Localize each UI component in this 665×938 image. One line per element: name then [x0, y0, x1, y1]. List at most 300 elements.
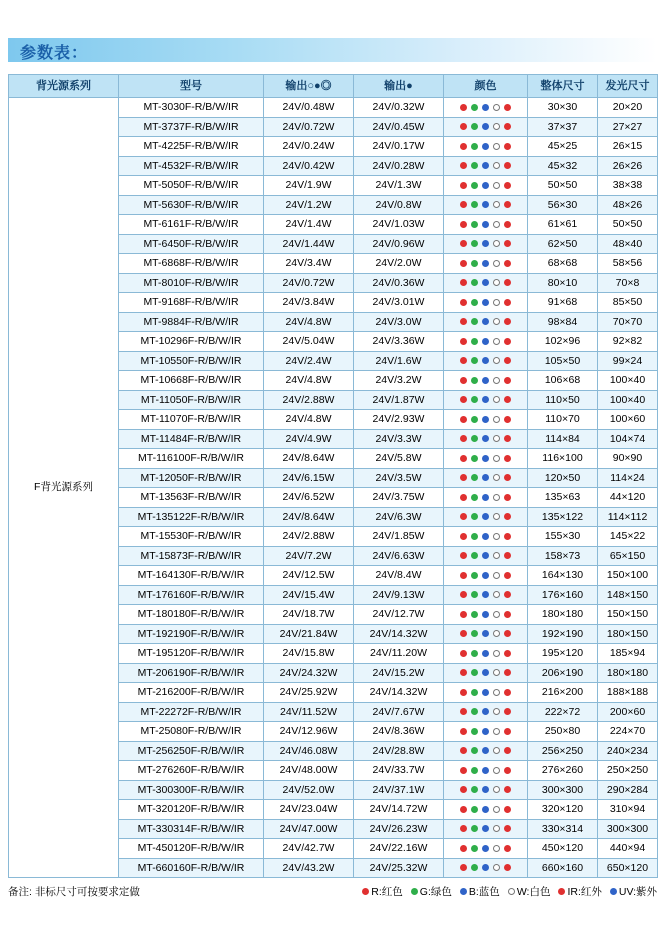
color-dot-white-icon	[493, 416, 500, 423]
cell-model: MT-6161F-R/B/W/IR	[119, 215, 264, 235]
cell-emitting-size: 99×24	[598, 351, 658, 371]
cell-color-dots	[444, 663, 528, 683]
cell-color-dots	[444, 332, 528, 352]
color-dot-green-icon	[471, 747, 478, 754]
color-dot-white-icon	[493, 299, 500, 306]
cell-model: MT-11070F-R/B/W/IR	[119, 410, 264, 430]
color-dot-group	[444, 547, 527, 566]
color-dot-blue-icon	[482, 552, 489, 559]
color-dot-red-icon	[460, 104, 467, 111]
color-dot-red-icon	[460, 182, 467, 189]
color-dot-blue-icon	[482, 338, 489, 345]
color-dot-blue-icon	[482, 611, 489, 618]
cell-model: MT-25080F-R/B/W/IR	[119, 722, 264, 742]
cell-model: MT-15530F-R/B/W/IR	[119, 527, 264, 547]
cell-output-2: 24V/0.96W	[354, 234, 444, 254]
color-dot-red-icon	[460, 806, 467, 813]
cell-color-dots	[444, 117, 528, 137]
cell-overall-size: 158×73	[528, 546, 598, 566]
legend-item	[558, 884, 601, 899]
cell-model: MT-164130F-R/B/W/IR	[119, 566, 264, 586]
color-dot-red-icon	[504, 143, 511, 150]
cell-model: MT-116100F-R/B/W/IR	[119, 449, 264, 469]
cell-emitting-size: 148×150	[598, 585, 658, 605]
color-dot-green-icon	[471, 201, 478, 208]
cell-overall-size: 105×50	[528, 351, 598, 371]
cell-output-1: 24V/25.92W	[264, 683, 354, 703]
color-dot-red-icon	[504, 806, 511, 813]
color-dot-white-icon	[493, 611, 500, 618]
color-dot-blue-icon	[482, 845, 489, 852]
cell-model: MT-300300F-R/B/W/IR	[119, 780, 264, 800]
color-dot-blue-icon	[482, 221, 489, 228]
cell-overall-size: 192×190	[528, 624, 598, 644]
color-dot-white-icon	[493, 474, 500, 481]
color-dot-green-icon	[471, 728, 478, 735]
color-dot-red-icon	[504, 845, 511, 852]
color-dot-blue-icon	[482, 377, 489, 384]
cell-emitting-size: 27×27	[598, 117, 658, 137]
cell-output-1: 24V/0.72W	[264, 117, 354, 137]
cell-color-dots	[444, 429, 528, 449]
cell-output-1: 24V/1.44W	[264, 234, 354, 254]
cell-output-2: 24V/12.7W	[354, 605, 444, 625]
cell-overall-size: 106×68	[528, 371, 598, 391]
color-dot-white-icon	[493, 338, 500, 345]
color-dot-red-icon	[504, 377, 511, 384]
cell-output-2: 24V/28.8W	[354, 741, 444, 761]
color-dot-red-icon	[460, 767, 467, 774]
color-dot-green-icon	[471, 806, 478, 813]
cell-overall-size: 206×190	[528, 663, 598, 683]
legend-item	[460, 884, 500, 899]
color-dot-blue-icon	[482, 689, 489, 696]
cell-output-1: 24V/47.00W	[264, 819, 354, 839]
color-dot-blue-icon	[482, 240, 489, 247]
color-dot-group	[444, 605, 527, 624]
cell-output-1: 24V/4.8W	[264, 312, 354, 332]
color-dot-red-icon	[460, 318, 467, 325]
color-dot-group	[444, 313, 527, 332]
cell-output-1: 24V/43.2W	[264, 858, 354, 878]
cell-model: MT-9884F-R/B/W/IR	[119, 312, 264, 332]
cell-output-2: 24V/1.87W	[354, 390, 444, 410]
cell-color-dots	[444, 449, 528, 469]
cell-output-2: 24V/7.67W	[354, 702, 444, 722]
color-dot-white-icon	[493, 201, 500, 208]
color-dot-group	[444, 508, 527, 527]
cell-overall-size: 120×50	[528, 468, 598, 488]
cell-output-2: 24V/2.93W	[354, 410, 444, 430]
cell-output-1: 24V/5.04W	[264, 332, 354, 352]
cell-output-1: 24V/8.64W	[264, 507, 354, 527]
cell-overall-size: 176×160	[528, 585, 598, 605]
color-dot-red-icon	[460, 377, 467, 384]
color-dot-red-icon	[460, 435, 467, 442]
cell-output-2: 24V/15.2W	[354, 663, 444, 683]
color-dot-red-icon	[504, 728, 511, 735]
color-dot-red-icon	[504, 708, 511, 715]
cell-output-2: 24V/3.75W	[354, 488, 444, 508]
color-dot-green-icon	[471, 455, 478, 462]
color-dot-green-icon	[471, 572, 478, 579]
cell-emitting-size: 150×150	[598, 605, 658, 625]
cell-model: MT-192190F-R/B/W/IR	[119, 624, 264, 644]
color-dot-red-icon	[460, 786, 467, 793]
cell-color-dots	[444, 156, 528, 176]
cell-output-1: 24V/1.2W	[264, 195, 354, 215]
color-dot-red-icon	[460, 845, 467, 852]
cell-output-2: 24V/1.03W	[354, 215, 444, 235]
color-dot-red-icon	[504, 338, 511, 345]
color-dot-white-icon	[493, 747, 500, 754]
cell-emitting-size: 300×300	[598, 819, 658, 839]
color-dot-group	[444, 566, 527, 585]
color-dot-green-icon	[471, 845, 478, 852]
cell-output-1: 24V/46.08W	[264, 741, 354, 761]
legend-dot-blue-icon	[460, 888, 467, 895]
color-dot-red-icon	[504, 279, 511, 286]
color-dot-blue-icon	[482, 786, 489, 793]
cell-emitting-size: 180×150	[598, 624, 658, 644]
cell-emitting-size: 650×120	[598, 858, 658, 878]
color-dot-group	[444, 859, 527, 878]
color-dot-red-icon	[460, 630, 467, 637]
cell-emitting-size: 48×40	[598, 234, 658, 254]
color-dot-red-icon	[460, 338, 467, 345]
cell-output-2: 24V/1.6W	[354, 351, 444, 371]
legend-label: R:红色	[371, 886, 403, 898]
legend-label: W:白色	[516, 886, 551, 898]
legend-label: B:蓝色	[468, 886, 500, 898]
cell-overall-size: 216×200	[528, 683, 598, 703]
cell-model: MT-176160F-R/B/W/IR	[119, 585, 264, 605]
color-dot-red-icon	[460, 708, 467, 715]
cell-output-2: 24V/5.8W	[354, 449, 444, 469]
legend-dot-white-icon	[508, 888, 515, 895]
cell-emitting-size: 188×188	[598, 683, 658, 703]
color-dot-red-icon	[460, 650, 467, 657]
column-header-overall-size: 整体尺寸	[528, 75, 598, 98]
cell-output-2: 24V/2.0W	[354, 254, 444, 274]
color-dot-blue-icon	[482, 104, 489, 111]
color-dot-group	[444, 469, 527, 488]
cell-model: MT-10668F-R/B/W/IR	[119, 371, 264, 391]
cell-model: MT-6868F-R/B/W/IR	[119, 254, 264, 274]
cell-output-2: 24V/0.32W	[354, 98, 444, 118]
cell-overall-size: 276×260	[528, 761, 598, 781]
cell-emitting-size: 104×74	[598, 429, 658, 449]
cell-color-dots	[444, 390, 528, 410]
cell-emitting-size: 100×60	[598, 410, 658, 430]
cell-emitting-size: 70×8	[598, 273, 658, 293]
legend-label: G:绿色	[419, 886, 452, 898]
color-dot-white-icon	[493, 806, 500, 813]
color-dot-green-icon	[471, 474, 478, 481]
color-dot-white-icon	[493, 767, 500, 774]
color-dot-red-icon	[504, 591, 511, 598]
cell-output-2: 24V/26.23W	[354, 819, 444, 839]
color-dot-group	[444, 683, 527, 702]
color-dot-red-icon	[460, 494, 467, 501]
color-dot-red-icon	[504, 689, 511, 696]
color-dot-blue-icon	[482, 825, 489, 832]
color-dot-blue-icon	[482, 143, 489, 150]
color-dot-red-icon	[460, 396, 467, 403]
color-dot-white-icon	[493, 377, 500, 384]
cell-output-2: 24V/6.3W	[354, 507, 444, 527]
cell-color-dots	[444, 722, 528, 742]
legend-item	[362, 884, 403, 899]
cell-color-dots	[444, 624, 528, 644]
color-dot-blue-icon	[482, 416, 489, 423]
legend-item	[610, 884, 657, 899]
cell-emitting-size: 50×50	[598, 215, 658, 235]
cell-emitting-size: 58×56	[598, 254, 658, 274]
color-dot-green-icon	[471, 279, 478, 286]
cell-output-2: 24V/0.45W	[354, 117, 444, 137]
cell-emitting-size: 44×120	[598, 488, 658, 508]
cell-model: MT-256250F-R/B/W/IR	[119, 741, 264, 761]
color-dot-red-icon	[504, 162, 511, 169]
cell-output-1: 24V/48.00W	[264, 761, 354, 781]
cell-overall-size: 135×63	[528, 488, 598, 508]
cell-color-dots	[444, 527, 528, 547]
cell-overall-size: 450×120	[528, 839, 598, 859]
color-dot-white-icon	[493, 260, 500, 267]
color-dot-blue-icon	[482, 630, 489, 637]
color-dot-red-icon	[504, 552, 511, 559]
color-dot-red-icon	[504, 240, 511, 247]
color-dot-red-icon	[460, 689, 467, 696]
color-dot-red-icon	[504, 455, 511, 462]
color-dot-white-icon	[493, 182, 500, 189]
cell-overall-size: 45×32	[528, 156, 598, 176]
color-dot-group	[444, 781, 527, 800]
cell-overall-size: 330×314	[528, 819, 598, 839]
color-dot-green-icon	[471, 864, 478, 871]
color-dot-green-icon	[471, 435, 478, 442]
color-dot-red-icon	[504, 357, 511, 364]
cell-output-1: 24V/11.52W	[264, 702, 354, 722]
cell-model: MT-180180F-R/B/W/IR	[119, 605, 264, 625]
color-dot-green-icon	[471, 396, 478, 403]
cell-model: MT-3030F-R/B/W/IR	[119, 98, 264, 118]
column-header-output1: 输出○●◎	[264, 75, 354, 98]
cell-output-1: 24V/12.96W	[264, 722, 354, 742]
color-dot-blue-icon	[482, 260, 489, 267]
cell-emitting-size: 180×180	[598, 663, 658, 683]
color-dot-red-icon	[460, 260, 467, 267]
color-dot-blue-icon	[482, 123, 489, 130]
cell-emitting-size: 48×26	[598, 195, 658, 215]
legend-item	[508, 884, 551, 899]
color-dot-group	[444, 625, 527, 644]
color-dot-red-icon	[460, 572, 467, 579]
color-dot-group	[444, 527, 527, 546]
cell-output-1: 24V/0.42W	[264, 156, 354, 176]
color-dot-green-icon	[471, 494, 478, 501]
cell-output-1: 24V/2.4W	[264, 351, 354, 371]
cell-emitting-size: 100×40	[598, 390, 658, 410]
cell-emitting-size: 100×40	[598, 371, 658, 391]
cell-model: MT-15873F-R/B/W/IR	[119, 546, 264, 566]
cell-color-dots	[444, 351, 528, 371]
cell-overall-size: 98×84	[528, 312, 598, 332]
color-dot-white-icon	[493, 845, 500, 852]
color-dot-red-icon	[460, 825, 467, 832]
color-dot-red-icon	[460, 357, 467, 364]
cell-output-2: 24V/14.72W	[354, 800, 444, 820]
title-banner-gradient	[8, 38, 657, 62]
color-dot-red-icon	[504, 416, 511, 423]
legend-label: IR:红外	[567, 886, 602, 898]
color-dot-blue-icon	[482, 669, 489, 676]
color-dot-group	[444, 371, 527, 390]
cell-output-2: 24V/8.36W	[354, 722, 444, 742]
cell-color-dots	[444, 195, 528, 215]
footer	[8, 884, 657, 900]
color-dot-blue-icon	[482, 728, 489, 735]
color-dot-blue-icon	[482, 864, 489, 871]
cell-emitting-size: 310×94	[598, 800, 658, 820]
color-dot-green-icon	[471, 299, 478, 306]
cell-model: MT-216200F-R/B/W/IR	[119, 683, 264, 703]
cell-overall-size: 62×50	[528, 234, 598, 254]
color-dot-red-icon	[504, 669, 511, 676]
cell-output-2: 24V/9.13W	[354, 585, 444, 605]
color-dot-green-icon	[471, 416, 478, 423]
cell-output-2: 24V/22.16W	[354, 839, 444, 859]
cell-emitting-size: 200×60	[598, 702, 658, 722]
cell-model: MT-4225F-R/B/W/IR	[119, 137, 264, 157]
color-dot-group	[444, 196, 527, 215]
color-dot-white-icon	[493, 669, 500, 676]
cell-model: MT-195120F-R/B/W/IR	[119, 644, 264, 664]
cell-color-dots	[444, 702, 528, 722]
cell-color-dots	[444, 293, 528, 313]
color-dot-group	[444, 332, 527, 351]
cell-model: MT-22272F-R/B/W/IR	[119, 702, 264, 722]
cell-model: MT-12050F-R/B/W/IR	[119, 468, 264, 488]
color-dot-red-icon	[504, 474, 511, 481]
cell-color-dots	[444, 468, 528, 488]
color-dot-white-icon	[493, 552, 500, 559]
cell-output-1: 24V/0.24W	[264, 137, 354, 157]
cell-model: MT-10296F-R/B/W/IR	[119, 332, 264, 352]
color-dot-group	[444, 215, 527, 234]
column-header-output2: 输出●	[354, 75, 444, 98]
color-dot-white-icon	[493, 494, 500, 501]
color-dot-group	[444, 157, 527, 176]
color-dot-red-icon	[460, 143, 467, 150]
color-dot-group	[444, 410, 527, 429]
cell-overall-size: 180×180	[528, 605, 598, 625]
cell-overall-size: 155×30	[528, 527, 598, 547]
color-dot-white-icon	[493, 357, 500, 364]
color-dot-blue-icon	[482, 513, 489, 520]
color-dot-red-icon	[504, 825, 511, 832]
color-dot-red-icon	[504, 533, 511, 540]
color-dot-white-icon	[493, 786, 500, 793]
cell-overall-size: 110×70	[528, 410, 598, 430]
color-dot-red-icon	[460, 533, 467, 540]
color-dot-white-icon	[493, 221, 500, 228]
color-dot-green-icon	[471, 357, 478, 364]
color-dot-white-icon	[493, 728, 500, 735]
color-dot-white-icon	[493, 864, 500, 871]
cell-overall-size: 80×10	[528, 273, 598, 293]
color-dot-white-icon	[493, 318, 500, 325]
color-dot-green-icon	[471, 786, 478, 793]
cell-model: MT-330314F-R/B/W/IR	[119, 819, 264, 839]
color-dot-red-icon	[504, 650, 511, 657]
cell-emitting-size: 38×38	[598, 176, 658, 196]
cell-color-dots	[444, 585, 528, 605]
color-dot-red-icon	[504, 318, 511, 325]
cell-emitting-size: 20×20	[598, 98, 658, 118]
table-body	[9, 98, 658, 878]
color-dot-blue-icon	[482, 279, 489, 286]
color-dot-green-icon	[471, 650, 478, 657]
color-dot-group	[444, 391, 527, 410]
cell-output-2: 24V/14.32W	[354, 624, 444, 644]
cell-output-1: 24V/0.72W	[264, 273, 354, 293]
cell-color-dots	[444, 137, 528, 157]
cell-overall-size: 195×120	[528, 644, 598, 664]
cell-output-1: 24V/2.88W	[264, 527, 354, 547]
cell-overall-size: 110×50	[528, 390, 598, 410]
cell-overall-size: 68×68	[528, 254, 598, 274]
cell-output-2: 24V/3.2W	[354, 371, 444, 391]
color-dot-green-icon	[471, 143, 478, 150]
cell-color-dots	[444, 98, 528, 118]
column-header-series: 背光源系列	[9, 75, 119, 98]
color-dot-group	[444, 839, 527, 858]
color-dot-white-icon	[493, 572, 500, 579]
parameters-table	[8, 74, 658, 878]
color-dot-group	[444, 254, 527, 273]
cell-model: MT-4532F-R/B/W/IR	[119, 156, 264, 176]
cell-emitting-size: 114×112	[598, 507, 658, 527]
color-dot-red-icon	[460, 416, 467, 423]
color-dot-group	[444, 235, 527, 254]
cell-output-1: 24V/15.4W	[264, 585, 354, 605]
cell-output-1: 24V/12.5W	[264, 566, 354, 586]
color-dot-group	[444, 586, 527, 605]
cell-model: MT-11484F-R/B/W/IR	[119, 429, 264, 449]
cell-overall-size: 135×122	[528, 507, 598, 527]
color-dot-blue-icon	[482, 767, 489, 774]
color-dot-blue-icon	[482, 708, 489, 715]
color-dot-red-icon	[460, 279, 467, 286]
legend-dot-red-icon	[362, 888, 369, 895]
color-dot-red-icon	[504, 513, 511, 520]
cell-output-2: 24V/1.85W	[354, 527, 444, 547]
color-dot-red-icon	[460, 299, 467, 306]
cell-color-dots	[444, 800, 528, 820]
color-dot-group	[444, 293, 527, 312]
cell-emitting-size: 70×70	[598, 312, 658, 332]
cell-output-1: 24V/21.84W	[264, 624, 354, 644]
color-dot-green-icon	[471, 533, 478, 540]
cell-output-1: 24V/7.2W	[264, 546, 354, 566]
color-dot-white-icon	[493, 104, 500, 111]
color-dot-blue-icon	[482, 318, 489, 325]
color-dot-white-icon	[493, 279, 500, 286]
cell-output-2: 24V/8.4W	[354, 566, 444, 586]
cell-output-2: 24V/0.28W	[354, 156, 444, 176]
